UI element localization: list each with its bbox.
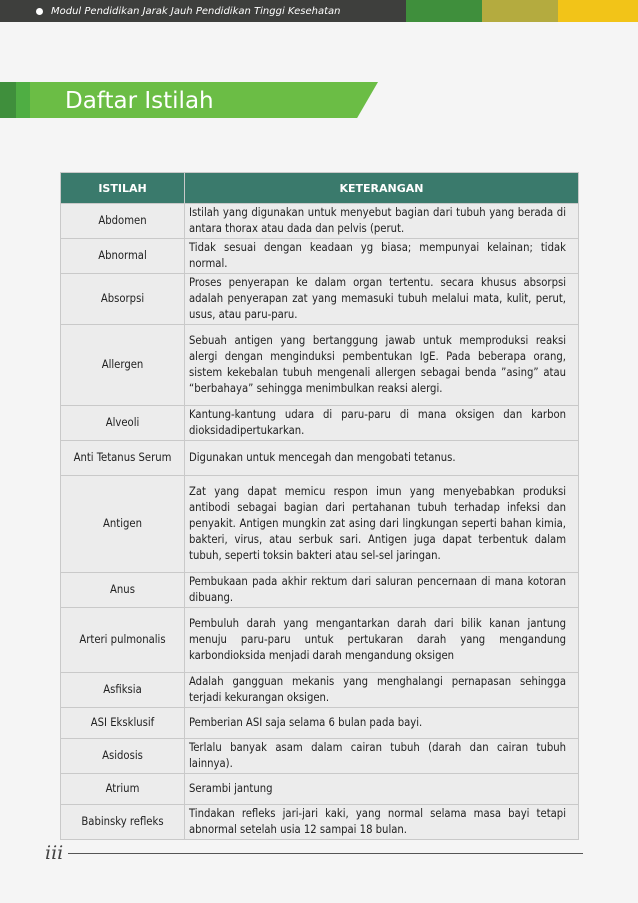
bullet-icon — [36, 8, 43, 15]
term-cell: Absorpsi — [61, 274, 185, 325]
header-green-segment — [406, 0, 482, 22]
description-cell: Kantung-kantung udara di paru-paru di mana oksigen dan karbon dioksidadipertukarkan. — [185, 406, 579, 441]
term-cell: Asidosis — [61, 739, 185, 774]
description-cell: Zat yang dapat memicu respon imun yang menyebabkan produksi antibodi sebagai bagian dari pertahanan tubuh terhadap infeksi dan penyakit. Antigen mungkin zat asing dari lingkungan seperti bahan kimia, bakteri, virus, atau serbuk sari. Antigen juga dapat terbentuk dalam tubuh, seperti toksin bakteri atau sel-sel jaringan. — [185, 476, 579, 573]
table-header-row — [61, 173, 579, 204]
term-cell: Alveoli — [61, 406, 185, 441]
description-cell: Istilah yang digunakan untuk menyebut bagian dari tubuh yang berada di antara thorax atau dada dan pelvis (perut. — [185, 204, 579, 239]
header-dark-segment — [0, 0, 406, 22]
term-cell: Babinsky refleks — [61, 805, 185, 840]
ribbon-stripe-dark — [0, 82, 16, 118]
term-cell: Anti Tetanus Serum — [61, 441, 185, 476]
description-cell: Pembuluh darah yang mengantarkan darah dari bilik kanan jantung menuju paru-paru untuk pertukaran darah yang mengandung karbondioksida menjadi darah mengandung oksigen — [185, 608, 579, 673]
term-cell: Asfiksia — [61, 673, 185, 708]
title-ribbon — [0, 82, 380, 118]
term-cell: Antigen — [61, 476, 185, 573]
glossary-table — [60, 172, 579, 840]
column-header-istilah: ISTILAH — [61, 173, 185, 204]
table-row — [61, 406, 579, 441]
table-row — [61, 739, 579, 774]
header-band — [0, 0, 638, 22]
table-row — [61, 573, 579, 608]
ribbon-stripe-mid — [16, 82, 30, 118]
description-cell: Serambi jantung — [185, 774, 579, 805]
term-cell: Atrium — [61, 774, 185, 805]
table-row — [61, 239, 579, 274]
description-cell: Tidak sesuai dengan keadaan yg biasa; mempunyai kelainan; tidak normal. — [185, 239, 579, 274]
description-cell: Pemberian ASI saja selama 6 bulan pada bayi. — [185, 708, 579, 739]
table-row — [61, 608, 579, 673]
term-cell: Abnormal — [61, 239, 185, 274]
table-row — [61, 673, 579, 708]
description-cell: Pembukaan pada akhir rektum dari saluran pencernaan di mana kotoran dibuang. — [185, 573, 579, 608]
term-cell: ASI Eksklusif — [61, 708, 185, 739]
term-cell: Arteri pulmonalis — [61, 608, 185, 673]
header-text: Modul Pendidikan Jarak Jauh Pendidikan Tinggi Kesehatan — [51, 5, 341, 17]
table-row — [61, 708, 579, 739]
description-cell: Terlalu banyak asam dalam cairan tubuh (darah dan cairan tubuh lainnya). — [185, 739, 579, 774]
table-row — [61, 774, 579, 805]
table-row — [61, 325, 579, 406]
footer-rule — [68, 853, 583, 854]
page-title: Daftar Istilah — [65, 88, 214, 114]
description-cell: Digunakan untuk mencegah dan mengobati tetanus. — [185, 441, 579, 476]
header-olive-segment — [482, 0, 558, 22]
description-cell: Adalah gangguan mekanis yang menghalangi pernapasan sehingga terjadi kekurangan oksigen. — [185, 673, 579, 708]
description-cell: Sebuah antigen yang bertanggung jawab untuk memproduksi reaksi alergi dengan menginduksi pembentukan IgE. Pada beberapa orang, sistem kekebalan tubuh mengenali allergen sebagai benda ”asing” atau “berbahaya” sehingga menimbulkan reaksi alergi. — [185, 325, 579, 406]
page-number: iii — [45, 842, 64, 864]
term-cell: Anus — [61, 573, 185, 608]
description-cell: Proses penyerapan ke dalam organ tertentu. secara khusus absorpsi adalah penyerapan zat yang memasuki tubuh melalui mata, kulit, perut, usus, atau paru-paru. — [185, 274, 579, 325]
term-cell: Abdomen — [61, 204, 185, 239]
table-row — [61, 204, 579, 239]
table-row — [61, 476, 579, 573]
term-cell: Allergen — [61, 325, 185, 406]
table-row — [61, 274, 579, 325]
table-row — [61, 805, 579, 840]
table-row — [61, 441, 579, 476]
column-header-keterangan: KETERANGAN — [185, 173, 579, 204]
header-yellow-segment — [558, 0, 638, 22]
description-cell: Tindakan refleks jari-jari kaki, yang normal selama masa bayi tetapi abnormal setelah usia 12 sampai 18 bulan. — [185, 805, 579, 840]
